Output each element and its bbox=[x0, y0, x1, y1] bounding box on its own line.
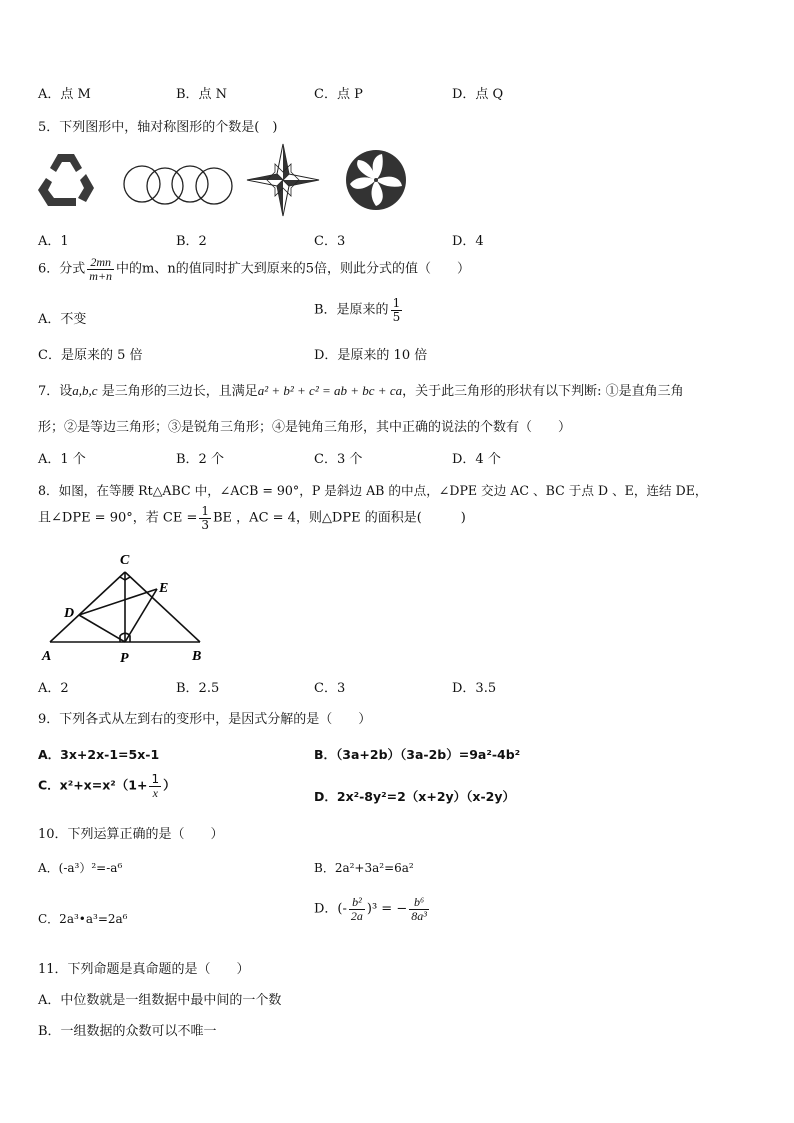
q6-stem-prefix: 6．分式 bbox=[38, 261, 86, 277]
q6-option-b-denominator: 5 bbox=[392, 309, 401, 324]
q9-option-b: B．（3a+2b）（3a-2b）=9a²-4b² bbox=[314, 747, 521, 762]
q7-mid: 是三角形的三边长，且满足 bbox=[101, 384, 258, 399]
q9-option-a: A．3x+2x-1=5x-1 bbox=[38, 747, 160, 762]
q8-fraction-numerator: 1 bbox=[201, 504, 209, 518]
q8-line2-suffix: BE ，AC = 4，则△DPE 的面积是( ) bbox=[213, 510, 466, 526]
q7-line1 bbox=[38, 380, 684, 399]
q9-option-c-prefix: C．x²+x=x²（1+ bbox=[38, 777, 148, 793]
q10-option-d-denominator2: 8a³ bbox=[411, 908, 427, 923]
q8-option-c: C．3 bbox=[314, 681, 346, 696]
figure-label-b: B bbox=[192, 649, 202, 664]
q4-option-a: A．点 M bbox=[38, 87, 91, 102]
recycle-symbol-figure bbox=[36, 150, 96, 208]
q10-option-d-fraction1 bbox=[349, 896, 365, 922]
q6-option-b bbox=[314, 297, 404, 323]
q8-fraction-denominator: 3 bbox=[201, 517, 209, 532]
q8-option-a: A．2 bbox=[38, 681, 69, 696]
q7-option-d: D．4 个 bbox=[452, 452, 501, 467]
q6-fraction-numerator: 2mn bbox=[87, 256, 114, 270]
q8-option-d: D．3.5 bbox=[452, 681, 497, 696]
q8-line1: 8．如图，在等腰 Rt△ABC 中，∠ACB = 90°，P 是斜边 AB 的中点，∠DPE 交边 AC 、BC 于点 D 、E，连结 DE， bbox=[38, 483, 708, 498]
figure-label-c: C bbox=[120, 553, 130, 568]
q10-option-d-fraction2 bbox=[409, 896, 429, 922]
q6-option-d: D．是原来的 10 倍 bbox=[314, 348, 428, 363]
q11-option-b: B．一组数据的众数可以不唯一 bbox=[38, 1024, 217, 1039]
q9-option-c-fraction bbox=[149, 773, 161, 799]
olympic-rings-figure bbox=[120, 158, 236, 210]
q10-stem: 10．下列运算正确的是（ ） bbox=[38, 827, 224, 842]
q9-option-c bbox=[38, 773, 176, 799]
q10-option-b: B．2a²+3a²=6a² bbox=[314, 861, 414, 875]
q6-option-c: C．是原来的 5 倍 bbox=[38, 348, 143, 363]
q5-option-b: B．2 bbox=[176, 234, 207, 249]
q9-stem: 9．下列各式从左到右的变形中，是因式分解的是（ ） bbox=[38, 712, 372, 727]
q6-fraction bbox=[87, 256, 114, 282]
q10-option-a: A．(-a³）²=-a⁶ bbox=[38, 861, 123, 875]
q9-option-c-denominator: x bbox=[152, 785, 158, 800]
q10-option-d-denominator1: 2a bbox=[350, 908, 363, 923]
q11-stem: 11．下列命题是真命题的是（ ） bbox=[38, 962, 250, 977]
q6-option-a: A．不变 bbox=[38, 312, 87, 327]
q4-option-c: C．点 P bbox=[314, 87, 363, 102]
q7-option-c: C．3 个 bbox=[314, 452, 363, 467]
q4-option-b: B．点 N bbox=[176, 87, 228, 102]
q10-option-d-numerator1: b² bbox=[349, 896, 365, 910]
q6-option-b-numerator: 1 bbox=[392, 296, 401, 310]
q8-fraction bbox=[199, 505, 211, 531]
q9-option-d: D．2x²-8y²=2（x+2y）（x-2y） bbox=[314, 789, 516, 804]
figure-label-p: P bbox=[120, 651, 129, 666]
q10-option-d-numerator2: b⁶ bbox=[409, 896, 429, 910]
triangle-figure bbox=[36, 548, 216, 670]
q7-option-b: B．2 个 bbox=[176, 452, 224, 467]
q7-prefix: 7．设 bbox=[38, 384, 73, 399]
q5-option-d: D．4 bbox=[452, 234, 484, 249]
q5-stem: 5．下列图形中，轴对称图形的个数是( ) bbox=[38, 120, 278, 135]
q10-option-c: C．2a³•a³=2a⁶ bbox=[38, 912, 128, 926]
q8-line2-prefix: 且∠DPE = 90°，若 CE = bbox=[38, 510, 198, 526]
q5-option-c: C．3 bbox=[314, 234, 346, 249]
q7-line2: 形；②是等边三角形；③是锐角三角形；④是钝角三角形，其中正确的说法的个数有（ ） bbox=[38, 420, 572, 435]
q10-option-d-mid: )³ = − bbox=[366, 901, 408, 917]
q9-option-c-numerator: 1 bbox=[151, 772, 160, 786]
q7-equation: a² + b² + c² = ab + bc + ca bbox=[257, 383, 403, 398]
figure-label-a: A bbox=[42, 649, 52, 664]
q7-suffix: ，关于此三角形的形状有以下判断: ①是直角三角 bbox=[402, 384, 684, 399]
q10-option-d bbox=[314, 896, 431, 922]
compass-star-figure bbox=[245, 142, 321, 218]
q5-option-a: A．1 bbox=[38, 234, 69, 249]
q9-option-c-suffix: ） bbox=[163, 777, 176, 793]
q7-option-a: A．1 个 bbox=[38, 452, 86, 467]
q4-option-d: D．点 Q bbox=[452, 87, 504, 102]
q6-option-b-text: B．是原来的 bbox=[314, 302, 389, 318]
q7-vars: a,b,c bbox=[72, 383, 98, 398]
figure-label-d: D bbox=[64, 606, 75, 621]
q6-fraction-denominator: m+n bbox=[89, 268, 113, 283]
q8-option-b: B．2.5 bbox=[176, 681, 220, 696]
q10-option-d-prefix: D．(- bbox=[314, 901, 347, 917]
q8-line2 bbox=[38, 505, 466, 531]
bauhinia-flower-figure bbox=[344, 148, 408, 212]
q6-stem-suffix: 中的m、n的值同时扩大到原来的5倍，则此分式的值（ ） bbox=[116, 261, 471, 277]
q6-option-b-fraction bbox=[391, 297, 403, 323]
figure-label-e: E bbox=[159, 581, 169, 596]
q6-stem bbox=[38, 256, 470, 282]
q11-option-a: A．中位数就是一组数据中最中间的一个数 bbox=[38, 993, 282, 1008]
